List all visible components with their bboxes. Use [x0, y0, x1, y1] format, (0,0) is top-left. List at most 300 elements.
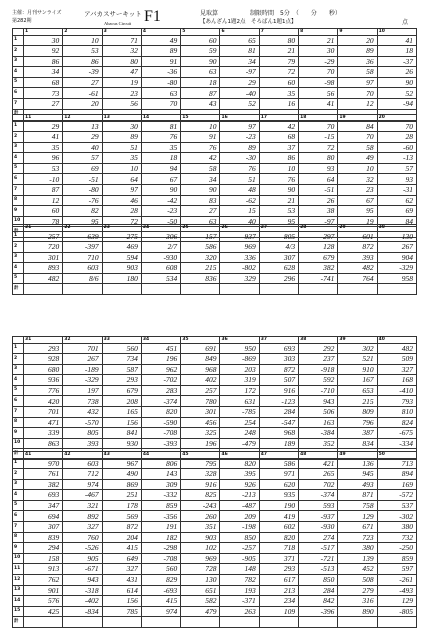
- number-cell: 780: [181, 396, 220, 407]
- table-row: [13, 142, 417, 153]
- table-row: [13, 67, 417, 78]
- table-row: [13, 354, 417, 365]
- row-number: 9: [13, 428, 24, 439]
- number-cell: 292: [299, 343, 338, 354]
- row-number: 6: [13, 396, 24, 407]
- number-cell: 156: [102, 417, 141, 428]
- problem-number: 15: [181, 115, 220, 122]
- table-row: [13, 77, 417, 88]
- number-cell: 208: [102, 396, 141, 407]
- number-cell: 23: [338, 185, 377, 196]
- problem-number: 36: [220, 337, 259, 344]
- number-cell: 47: [102, 67, 141, 78]
- number-cell: 95: [338, 206, 377, 217]
- answer-cell[interactable]: [181, 284, 220, 295]
- number-cell: 586: [259, 458, 298, 469]
- row-number: 1: [13, 343, 24, 354]
- table-row: [13, 438, 417, 449]
- table-row: [13, 417, 417, 428]
- number-cell: 129: [338, 511, 377, 522]
- problem-block-5: [12, 451, 417, 628]
- problem-number: 19: [338, 115, 377, 122]
- number-cell: 70: [141, 99, 180, 110]
- number-cell: 35: [141, 142, 180, 153]
- number-cell: 958: [377, 273, 416, 284]
- scoring-rule: 【あんざん1題2点 そろばん1題1点】: [200, 19, 297, 25]
- number-cell: 910: [338, 364, 377, 375]
- number-cell: 204: [102, 532, 141, 543]
- number-cell: -213: [220, 490, 259, 501]
- number-cell: 89: [141, 46, 180, 57]
- total-label: 計: [13, 449, 24, 460]
- number-cell: 19: [338, 216, 377, 227]
- problem-number: 32: [63, 337, 102, 344]
- number-cell: 215: [338, 396, 377, 407]
- table-row: [13, 407, 417, 418]
- number-cell: 178: [102, 500, 141, 511]
- answer-cell[interactable]: [24, 284, 63, 295]
- number-cell: 420: [24, 396, 63, 407]
- number-cell: -51: [299, 185, 338, 196]
- row-number: 8: [13, 532, 24, 543]
- number-cell: 469: [102, 242, 141, 253]
- number-cell: 89: [338, 46, 377, 57]
- number-cell: 21: [259, 46, 298, 57]
- row-number: 1: [13, 121, 24, 132]
- number-cell: 40: [220, 216, 259, 227]
- number-cell: 691: [181, 343, 220, 354]
- number-cell: 776: [24, 385, 63, 396]
- number-cell: 84: [338, 121, 377, 132]
- number-cell: 872: [338, 242, 377, 253]
- table-row: [13, 195, 417, 206]
- number-cell: 782: [220, 575, 259, 586]
- number-cell: 560: [141, 564, 180, 575]
- number-cell: 968: [181, 364, 220, 375]
- number-cell: 842: [299, 596, 338, 607]
- number-cell: 42: [259, 121, 298, 132]
- number-cell: 493: [338, 479, 377, 490]
- table-row: [13, 364, 417, 375]
- number-cell: 191: [141, 522, 180, 533]
- row-number: 4: [13, 375, 24, 386]
- number-cell: 620: [259, 479, 298, 490]
- number-cell: 189: [259, 438, 298, 449]
- row-number: 7: [13, 407, 24, 418]
- number-cell: 67: [141, 174, 180, 185]
- number-cell: 904: [377, 252, 416, 263]
- row-number: 3: [13, 364, 24, 375]
- number-cell: 51: [102, 142, 141, 153]
- row-number: 6: [13, 174, 24, 185]
- number-cell: 12: [24, 195, 63, 206]
- number-cell: 307: [24, 522, 63, 533]
- number-cell: 569: [102, 511, 141, 522]
- number-cell: -94: [377, 99, 416, 110]
- answer-cell[interactable]: [63, 284, 102, 295]
- number-cell: -834: [63, 606, 102, 617]
- number-cell: 49: [141, 35, 180, 46]
- number-cell: 680: [24, 364, 63, 375]
- number-cell: 336: [220, 252, 259, 263]
- number-cell: 41: [377, 35, 416, 46]
- problem-number: 7: [259, 29, 298, 36]
- problem-number: 34: [141, 337, 180, 344]
- number-cell: -374: [299, 490, 338, 501]
- number-cell: 81: [220, 46, 259, 57]
- number-cell: -570: [63, 417, 102, 428]
- number-cell: 850: [299, 575, 338, 586]
- number-cell: 165: [102, 407, 141, 418]
- number-cell: 732: [377, 532, 416, 543]
- number-cell: 608: [141, 263, 180, 274]
- number-cell: -671: [63, 564, 102, 575]
- number-cell: 53: [63, 46, 102, 57]
- number-cell: 303: [259, 354, 298, 365]
- number-cell: 903: [102, 263, 141, 274]
- number-cell: 182: [141, 532, 180, 543]
- number-cell: -37: [377, 56, 416, 67]
- row-number: 9: [13, 206, 24, 217]
- number-cell: -51: [63, 174, 102, 185]
- answer-cell[interactable]: [299, 284, 338, 295]
- number-cell: 841: [102, 428, 141, 439]
- subject-label: 見取算: [200, 10, 219, 17]
- number-cell: 190: [259, 500, 298, 511]
- answer-cell[interactable]: [299, 617, 338, 628]
- number-cell: 297: [299, 231, 338, 242]
- problem-number: 16: [220, 115, 259, 122]
- number-cell: 93: [299, 163, 338, 174]
- number-cell: 631: [220, 396, 259, 407]
- problem-number: 23: [102, 225, 141, 232]
- organizer-label: 主催：月刊サンライズ: [12, 10, 62, 16]
- table-row: [13, 385, 417, 396]
- number-cell: 62: [377, 195, 416, 206]
- number-cell: 35: [102, 153, 141, 164]
- table-row: [13, 252, 417, 263]
- number-cell: -13: [377, 153, 416, 164]
- number-cell: 967: [102, 458, 141, 469]
- number-cell: 653: [338, 385, 377, 396]
- number-cell: 265: [299, 469, 338, 480]
- number-cell: 35: [24, 142, 63, 153]
- number-cell: 60: [24, 206, 63, 217]
- number-cell: 69: [63, 163, 102, 174]
- answer-cell[interactable]: [181, 617, 220, 628]
- problem-number: 35: [181, 337, 220, 344]
- number-cell: 805: [259, 231, 298, 242]
- number-cell: 839: [24, 532, 63, 543]
- number-cell: 67: [338, 195, 377, 206]
- total-label: 計: [13, 109, 24, 120]
- number-cell: 936: [24, 375, 63, 386]
- number-cell: 327: [377, 364, 416, 375]
- number-cell: 321: [63, 500, 102, 511]
- number-cell: 130: [181, 575, 220, 586]
- table-row: [13, 458, 417, 469]
- number-cell: 901: [24, 585, 63, 596]
- number-cell: 309: [141, 479, 180, 490]
- problem-number: 45: [181, 452, 220, 459]
- answer-cell[interactable]: [220, 617, 259, 628]
- number-cell: 32: [338, 174, 377, 185]
- number-cell: 156: [102, 596, 141, 607]
- number-cell: 130: [377, 231, 416, 242]
- table-row: [13, 132, 417, 143]
- number-cell: 582: [181, 596, 220, 607]
- number-cell: 40: [63, 142, 102, 153]
- number-cell: 215: [181, 263, 220, 274]
- number-cell: 301: [181, 407, 220, 418]
- number-cell: 593: [299, 500, 338, 511]
- problem-number: 18: [299, 115, 338, 122]
- number-cell: 28: [377, 132, 416, 143]
- problem-number: 24: [141, 225, 180, 232]
- number-cell: -261: [377, 575, 416, 586]
- number-cell: 869: [102, 479, 141, 490]
- number-cell: 930: [102, 438, 141, 449]
- answer-cell[interactable]: [24, 617, 63, 628]
- table-row: [13, 343, 417, 354]
- number-cell: 49: [338, 153, 377, 164]
- number-cell: 537: [377, 500, 416, 511]
- number-cell: 892: [63, 511, 102, 522]
- number-cell: 91: [141, 56, 180, 67]
- number-cell: -374: [141, 396, 180, 407]
- number-cell: 296: [259, 273, 298, 284]
- number-cell: 452: [338, 564, 377, 575]
- row-number: 4: [13, 263, 24, 274]
- number-cell: 421: [299, 458, 338, 469]
- number-cell: 482: [24, 273, 63, 284]
- number-cell: 157: [181, 231, 220, 242]
- problem-number: 50: [377, 452, 416, 459]
- number-cell: 76: [220, 163, 259, 174]
- number-cell: -517: [299, 543, 338, 554]
- number-cell: 15: [220, 206, 259, 217]
- number-cell: -60: [377, 142, 416, 153]
- answer-cell[interactable]: [102, 617, 141, 628]
- number-cell: 943: [63, 575, 102, 586]
- table-row: [13, 479, 417, 490]
- number-cell: 471: [24, 417, 63, 428]
- title-japanese: アバカスサーキット: [84, 10, 142, 18]
- table-row: [13, 56, 417, 67]
- number-cell: 859: [377, 553, 416, 564]
- answer-cell[interactable]: [102, 284, 141, 295]
- number-cell: 693: [24, 490, 63, 501]
- number-cell: 8/6: [63, 273, 102, 284]
- number-cell: 734: [102, 354, 141, 365]
- number-cell: 92: [24, 46, 63, 57]
- row-number: 2: [13, 242, 24, 253]
- number-cell: -30: [220, 153, 259, 164]
- number-cell: -396: [299, 606, 338, 617]
- number-cell: -243: [181, 500, 220, 511]
- number-cell: 587: [102, 364, 141, 375]
- number-cell: -189: [63, 364, 102, 375]
- number-cell: 18: [141, 153, 180, 164]
- number-cell: 203: [220, 364, 259, 375]
- number-cell: 974: [141, 606, 180, 617]
- answer-cell[interactable]: [220, 284, 259, 295]
- number-cell: 327: [63, 522, 102, 533]
- answer-cell[interactable]: [63, 617, 102, 628]
- table-row: [13, 231, 417, 242]
- number-cell: 968: [259, 428, 298, 439]
- number-cell: 70: [299, 67, 338, 78]
- table-row: [13, 396, 417, 407]
- number-cell: 42: [181, 153, 220, 164]
- number-cell: 196: [141, 354, 180, 365]
- number-cell: 13: [63, 121, 102, 132]
- number-cell: 302: [338, 343, 377, 354]
- problem-number: 3: [102, 29, 141, 36]
- row-number: 9: [13, 543, 24, 554]
- number-cell: 293: [259, 564, 298, 575]
- number-cell: 89: [220, 142, 259, 153]
- number-cell: -467: [63, 490, 102, 501]
- number-cell: -334: [377, 438, 416, 449]
- number-cell: 168: [377, 375, 416, 386]
- number-cell: 26: [299, 195, 338, 206]
- table-row: [13, 469, 417, 480]
- row-number: 3: [13, 479, 24, 490]
- number-cell: 90: [259, 185, 298, 196]
- number-cell: 78: [24, 216, 63, 227]
- number-cell: 275: [102, 231, 141, 242]
- number-cell: -80: [141, 77, 180, 88]
- number-cell: 913: [24, 564, 63, 575]
- number-cell: 614: [102, 585, 141, 596]
- number-cell: 82: [63, 206, 102, 217]
- number-cell: 27: [24, 99, 63, 110]
- problem-number: 30: [377, 225, 416, 232]
- row-number: 13: [13, 585, 24, 596]
- problem-block-3: [12, 224, 417, 295]
- answer-cell[interactable]: [259, 284, 298, 295]
- number-cell: 945: [338, 469, 377, 480]
- number-cell: -61: [63, 88, 102, 99]
- number-cell: 68: [24, 77, 63, 88]
- problem-number: 48: [299, 452, 338, 459]
- number-cell: 172: [220, 385, 259, 396]
- row-number: 12: [13, 575, 24, 586]
- number-cell: 872: [259, 364, 298, 375]
- problem-number: 4: [141, 29, 180, 36]
- row-number: 6: [13, 511, 24, 522]
- number-cell: -15: [299, 132, 338, 143]
- row-number: 2: [13, 354, 24, 365]
- number-cell: -123: [259, 396, 298, 407]
- number-cell: -487: [220, 500, 259, 511]
- number-cell: 197: [63, 385, 102, 396]
- number-cell: 415: [141, 596, 180, 607]
- time-limit-label: 制限時間 5分 （ 分 秒）: [250, 10, 341, 17]
- number-cell: 905: [63, 553, 102, 564]
- number-cell: 28: [102, 206, 141, 217]
- row-number: 7: [13, 522, 24, 533]
- table-row: [13, 543, 417, 554]
- number-cell: 96: [24, 153, 63, 164]
- number-cell: 371: [259, 553, 298, 564]
- number-cell: 143: [141, 469, 180, 480]
- number-cell: 60: [259, 77, 298, 88]
- table-row: [13, 575, 417, 586]
- answer-cell[interactable]: [141, 617, 180, 628]
- problem-number: 8: [299, 29, 338, 36]
- number-cell: 94: [141, 163, 180, 174]
- number-cell: 196: [181, 438, 220, 449]
- table-row: [13, 273, 417, 284]
- number-cell: 718: [259, 543, 298, 554]
- answer-cell[interactable]: [377, 284, 416, 295]
- number-cell: 267: [377, 242, 416, 253]
- number-cell: 63: [181, 67, 220, 78]
- problem-number: 43: [102, 452, 141, 459]
- number-cell: 38: [299, 206, 338, 217]
- problem-number: 37: [259, 337, 298, 344]
- number-cell: 971: [259, 469, 298, 480]
- number-cell: 18: [377, 46, 416, 57]
- row-number: 3: [13, 142, 24, 153]
- number-cell: 58: [338, 67, 377, 78]
- number-cell: 829: [141, 575, 180, 586]
- number-cell: 402: [181, 375, 220, 386]
- number-cell: 702: [299, 479, 338, 490]
- number-cell: -393: [141, 438, 180, 449]
- table-row: [13, 585, 417, 596]
- answer-cell[interactable]: [338, 284, 377, 295]
- number-cell: 97: [102, 185, 141, 196]
- number-cell: 30: [102, 121, 141, 132]
- number-cell: 52: [377, 88, 416, 99]
- problem-number: 39: [338, 337, 377, 344]
- problem-block-1: [12, 28, 417, 121]
- answer-cell[interactable]: [141, 284, 180, 295]
- number-cell: -50: [141, 216, 180, 227]
- number-cell: 80: [299, 153, 338, 164]
- number-cell: 603: [63, 458, 102, 469]
- number-cell: 764: [338, 273, 377, 284]
- number-cell: 521: [338, 354, 377, 365]
- number-cell: 836: [181, 273, 220, 284]
- problem-number: 21: [24, 225, 63, 232]
- number-cell: 482: [338, 263, 377, 274]
- number-cell: 2/7: [141, 242, 180, 253]
- row-number: 1: [13, 458, 24, 469]
- number-cell: 602: [259, 522, 298, 533]
- answer-cell[interactable]: [338, 617, 377, 628]
- problem-number: 12: [63, 115, 102, 122]
- number-cell: 507: [259, 375, 298, 386]
- number-cell: 728: [181, 564, 220, 575]
- number-cell: 20: [63, 99, 102, 110]
- number-cell: 824: [377, 417, 416, 428]
- answer-cell[interactable]: [377, 617, 416, 628]
- number-cell: -10: [24, 174, 63, 185]
- row-number: 10: [13, 553, 24, 564]
- number-cell: 849: [181, 354, 220, 365]
- number-cell: 713: [377, 458, 416, 469]
- table-row: [13, 375, 417, 386]
- number-cell: 70: [338, 88, 377, 99]
- answer-cell[interactable]: [259, 617, 298, 628]
- number-cell: 456: [181, 417, 220, 428]
- number-cell: -42: [141, 195, 180, 206]
- number-cell: 594: [102, 252, 141, 263]
